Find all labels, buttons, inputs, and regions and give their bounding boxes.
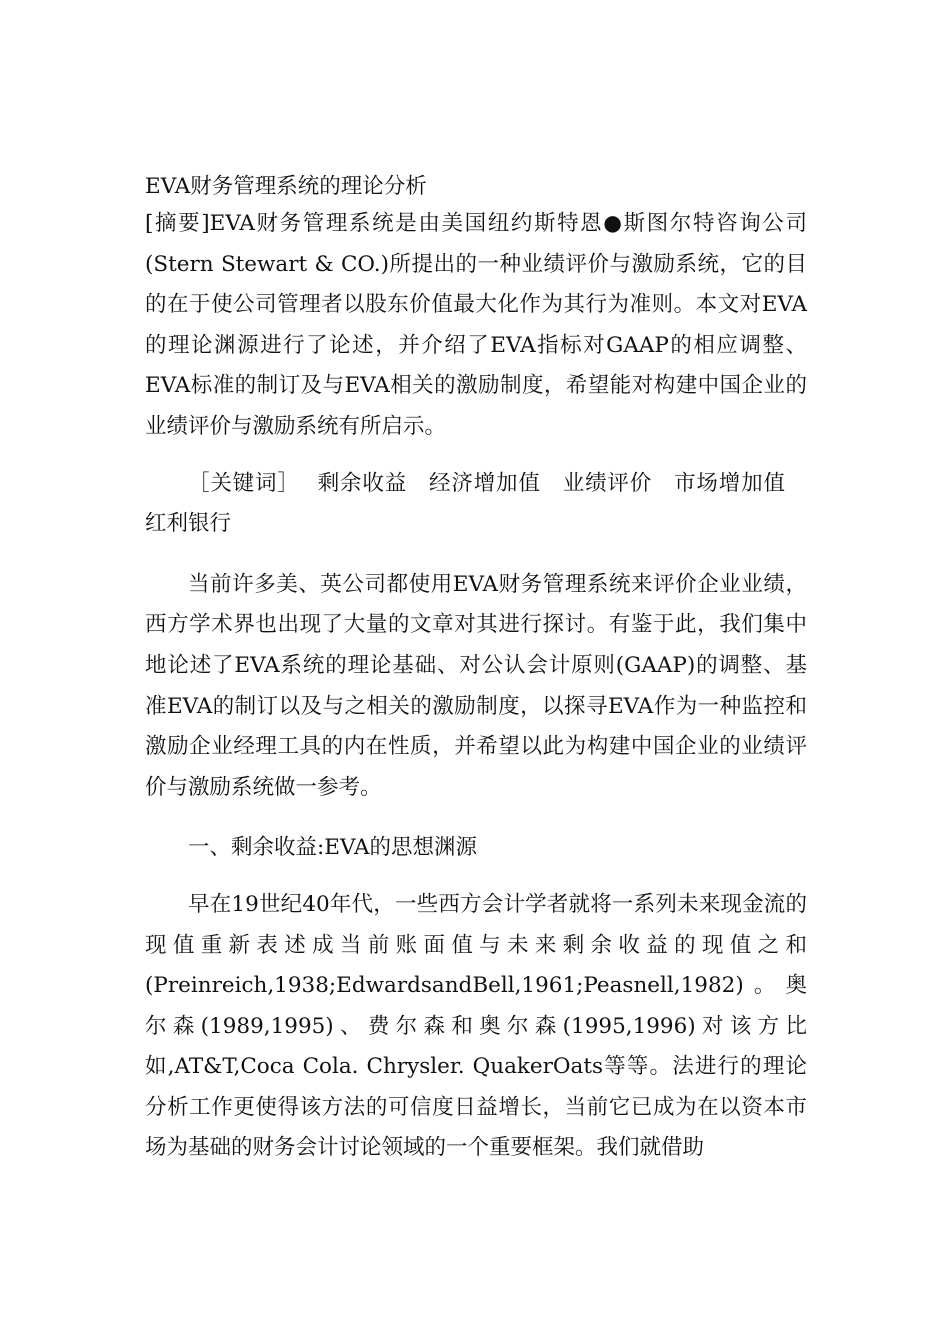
keyword-item: 红利银行 bbox=[145, 511, 232, 537]
keywords-label: ［关键词］ bbox=[188, 470, 300, 496]
intro-paragraph: 当前许多美、英公司都使用EVA财务管理系统来评价企业业绩，西方学术界也出现了大量的文章对其进行探讨。有鉴于此，我们集中地论述了EVA系统的理论基础、对公认会计原则(GAAP)的调整、基准EVA的制订以及与之相关的激励制度，以探寻EVA作为一种监控和激励企业经理工具的内在性质，并希望以此为构建中国企业的业绩评价与激励系统做一参考。 bbox=[145, 571, 807, 800]
keyword-item: 剩余收益 bbox=[317, 470, 408, 496]
keyword-item: 经济增加值 bbox=[429, 470, 541, 496]
abstract-paragraph: [摘要]EVA财务管理系统是由美国纽约斯特恩●斯图尔特咨询公司(Stern Stewart & CO.)所提出的一种业绩评价与激励系统，它的目的在于使公司管理者以股东价值最大化作为其行为准则。本文对EVA的理论渊源进行了论述，并介绍了EVA指标对GAAP的相应调整、EVA标准的制订及与EVA相关的激励制度，希望能对构建中国企业的业绩评价与激励系统有所启示。 bbox=[145, 211, 807, 439]
section-heading: 一、剩余收益:EVA的思想渊源 bbox=[188, 835, 478, 861]
document-title: EVA财务管理系统的理论分析 bbox=[145, 174, 427, 199]
document-page bbox=[145, 170, 807, 1169]
section-paragraph: 早在19世纪40年代，一些西方会计学者就将一系列未来现金流的现值重新表述成当前账面值与未来剩余收益的现值之和(Preinreich,1938;EdwardsandBell,1961;Peasnell,1982)。奥尔森(1989,1995)、费尔森和奥尔森(1995,1996)对该方比如,AT&T,Coca Cola. Chrysler. QuakerOats等等。法进行的理论分析工作更使得该方法的可信度日益增长，当前它已成为在以资本市场为基础的财务会计讨论领域的一个重要框架。我们就借助 bbox=[145, 891, 807, 1161]
keywords-paragraph bbox=[145, 464, 807, 545]
keyword-item: 市场增加值 bbox=[674, 470, 785, 496]
keyword-item: 业绩评价 bbox=[562, 470, 653, 496]
